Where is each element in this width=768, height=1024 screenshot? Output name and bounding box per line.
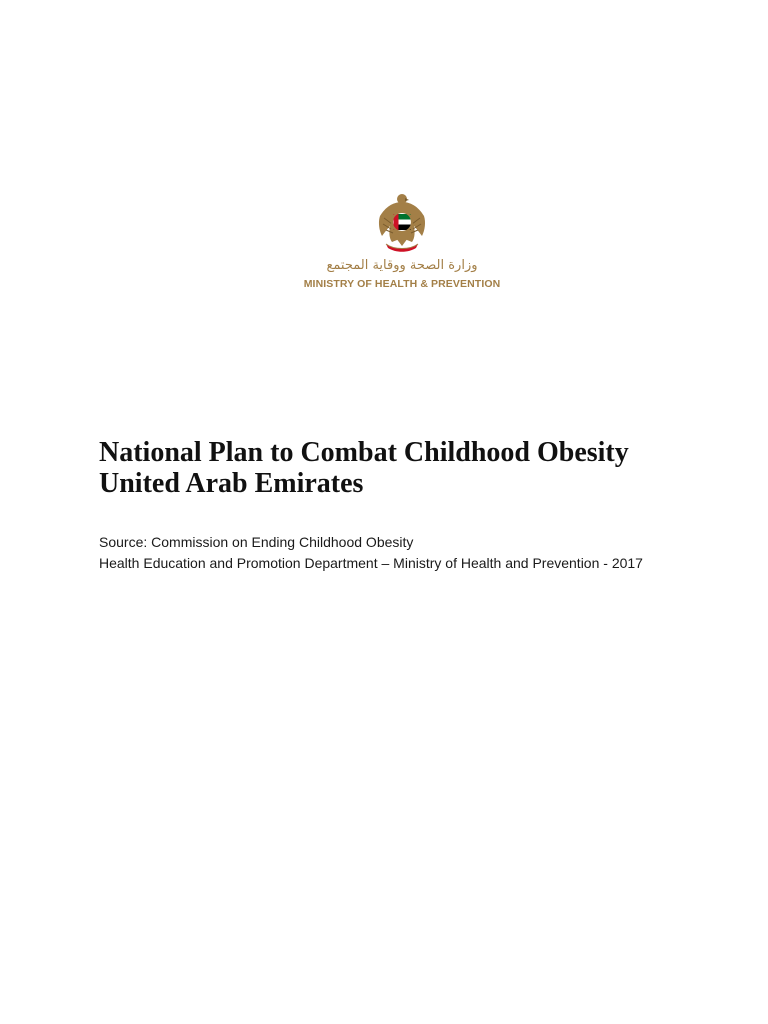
logo-arabic-name: وزارة الصحة ووقاية المجتمع [326, 258, 478, 273]
source-line: Source: Commission on Ending Childhood Obesity [99, 534, 414, 550]
uae-falcon-emblem-icon [376, 192, 428, 254]
document-title [99, 437, 739, 499]
department-line: Health Education and Promotion Department – Ministry of Health and Prevention - 2017 [99, 555, 643, 571]
document-source-info [99, 532, 739, 574]
ministry-logo [296, 190, 508, 296]
title-line-1: National Plan to Combat Childhood Obesity [99, 437, 629, 468]
logo-english-name: MINISTRY OF HEALTH & PREVENTION [303, 278, 501, 290]
title-line-2: United Arab Emirates [99, 468, 364, 499]
